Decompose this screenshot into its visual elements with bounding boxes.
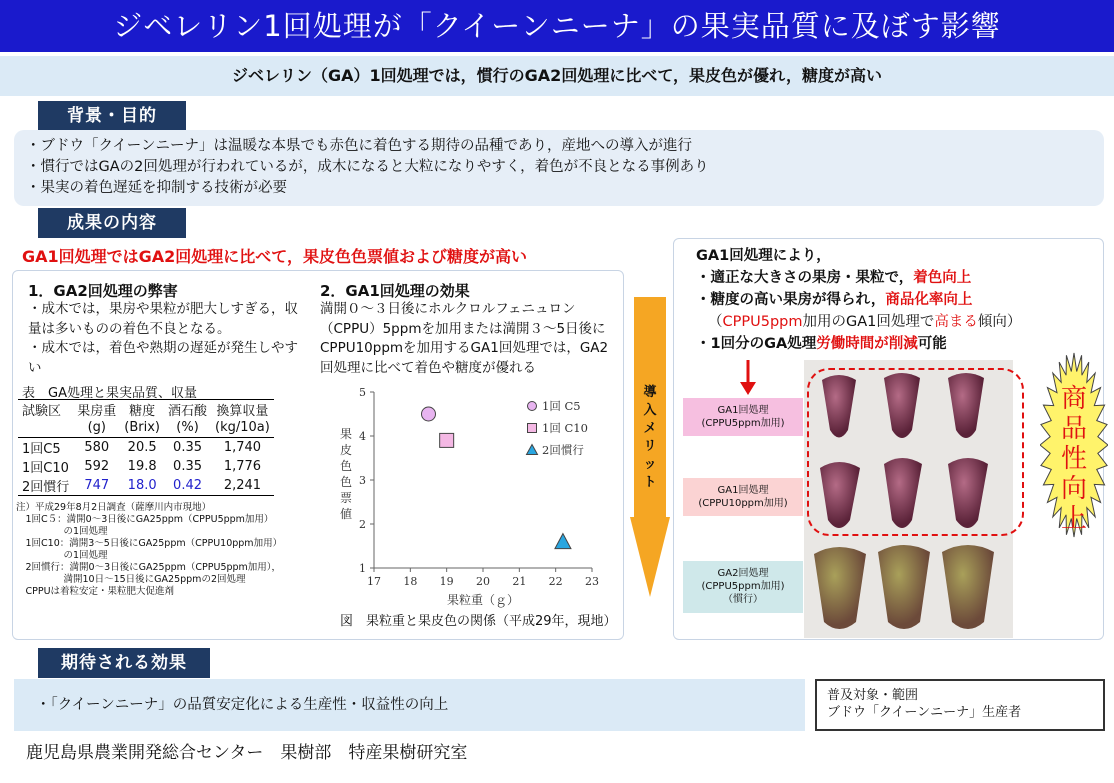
y-tick-label: 4 bbox=[359, 430, 366, 443]
legend-label: 1回 C5 bbox=[542, 399, 581, 413]
merit-text-span: 加用のGA1回処理で bbox=[802, 314, 935, 330]
results-table bbox=[18, 399, 274, 496]
merit-text-span: 傾向） bbox=[977, 314, 1022, 330]
table-row bbox=[18, 457, 274, 476]
page-title: ジベレリン1回処理が「クイーンニーナ」の果実品質に及ぼす影響 bbox=[0, 0, 1114, 52]
photo-label-line: GA2回処理 bbox=[717, 568, 769, 579]
expected-effect-box: ・「クイーンニーナ」の品質安定化による生産性・収益性の向上 bbox=[14, 679, 805, 731]
table-notes bbox=[16, 502, 316, 598]
merit-highlight: CPPU5ppm bbox=[722, 314, 803, 330]
merit-line bbox=[696, 289, 1021, 311]
background-section-label: 背景・目的 bbox=[38, 101, 186, 131]
table-header: 換算収量 bbox=[216, 404, 269, 419]
results-headline: GA1回処理ではGA2回処理に比べて，果皮色色票値および糖度が高い bbox=[22, 247, 527, 266]
background-item: ・果実の着色遅延を抑制する技術が必要 bbox=[26, 180, 287, 196]
merit-highlight: 高まる bbox=[934, 314, 978, 330]
figure-caption: 図 果粒重と果皮色の関係（平成29年，現地） bbox=[340, 614, 617, 629]
y-tick-label: 3 bbox=[359, 474, 366, 487]
table-cell: 592 bbox=[84, 458, 110, 474]
photo-label-c5 bbox=[683, 398, 803, 436]
note-line: CPPUは着粒安定・果粒肥大促進剤 bbox=[16, 586, 175, 597]
table-unit bbox=[18, 419, 73, 437]
merit-text-span: （ bbox=[708, 314, 723, 330]
section2-text: 満開０～３日後にホルクロルフェニュロン（CPPU）5ppmを加用または満開３～5日後にCPPU10ppmを加用するGA1回処理では，GA2回処理に比べて着色や糖度が優れる bbox=[320, 301, 609, 376]
table-cell: 0.42 bbox=[173, 477, 202, 493]
note-line: の1回処理 bbox=[16, 550, 108, 561]
note-line: 1回C５：満開0～3日後にGA25ppm（CPPU5ppm加用） bbox=[16, 514, 274, 525]
arrow-label: 導入メリット bbox=[643, 385, 657, 490]
down-arrow-icon bbox=[738, 360, 758, 396]
table-header: 酒石酸 bbox=[168, 404, 208, 419]
note-line: の1回処理 bbox=[16, 526, 108, 537]
target-line: ブドウ「クイーンニーナ」生産者 bbox=[827, 705, 1022, 720]
table-caption: 表 GA処理と果実品質、収量 bbox=[22, 386, 197, 401]
table-cell: 0.35 bbox=[173, 439, 202, 455]
table-cell: 19.8 bbox=[127, 458, 157, 474]
merit-text-span: ・糖度の高い果房が得られ， bbox=[696, 292, 886, 308]
merit-highlight: 着色向上 bbox=[913, 270, 972, 286]
page-subtitle: ジベレリン（GA）1回処理では，慣行のGA2回処理に比べて，果皮色が優れ，糖度が高い bbox=[0, 56, 1114, 96]
table-header: 試験区 bbox=[22, 404, 62, 419]
legend-label: 1回 C10 bbox=[542, 421, 588, 435]
table-unit: (Brix) bbox=[124, 420, 161, 436]
section1-title: 1．GA2回処理の弊害 bbox=[28, 282, 178, 300]
section1-text2: ・成木では，着色や熟期の遅延が発生しやすい bbox=[28, 340, 298, 376]
section1-text1: ・成木では，果房や果粒が肥大しすぎる，収量は多いものの着色不良となる。 bbox=[28, 301, 298, 337]
x-tick-label: 23 bbox=[585, 575, 599, 588]
merit-line bbox=[696, 311, 1021, 333]
table-cell: 1回C5 bbox=[22, 441, 61, 457]
table-cell: 747 bbox=[84, 477, 110, 493]
y-tick-label: 2 bbox=[359, 518, 366, 531]
data-point bbox=[440, 433, 454, 447]
burst-text: 商品性向上 bbox=[1060, 384, 1087, 534]
photo-label-line: （慣行） bbox=[723, 594, 763, 605]
note-line: 注）平成29年8月2日調査（薩摩川内市現地） bbox=[16, 502, 212, 513]
legend-marker bbox=[527, 445, 538, 455]
merit-text-span: ・1回分のGA処理 bbox=[696, 336, 817, 352]
table-unit: (%) bbox=[176, 420, 199, 436]
footer-organization: 鹿児島県農業開発総合センター 果樹部 特産果樹研究室 bbox=[26, 743, 468, 763]
table-row bbox=[18, 476, 274, 496]
table-cell: 1,776 bbox=[223, 458, 262, 474]
photo-label-line: (CPPU5ppm加用) bbox=[701, 581, 785, 592]
photo-label-line: GA1回処理 bbox=[717, 485, 769, 496]
x-tick-label: 18 bbox=[403, 575, 418, 588]
table-cell: 580 bbox=[84, 439, 110, 455]
expected-section-label: 期待される効果 bbox=[38, 648, 210, 678]
y-tick-label: 1 bbox=[359, 562, 366, 575]
scatter-chart bbox=[330, 380, 620, 612]
merit-highlight: 労働時間が削減 bbox=[816, 336, 918, 352]
legend-marker bbox=[528, 424, 537, 433]
photo-label-line: GA1回処理 bbox=[717, 405, 769, 416]
table-cell: 20.5 bbox=[127, 439, 157, 455]
grape-bunch-row-3 bbox=[814, 545, 994, 629]
results-section-label: 成果の内容 bbox=[38, 208, 186, 238]
x-tick-label: 21 bbox=[512, 575, 527, 588]
background-item: ・慣行ではGAの2回処理が行われているが，成木になると大粒になりやすく，着色が不良となる事例あり bbox=[26, 159, 709, 175]
x-tick-label: 22 bbox=[548, 575, 563, 588]
data-point bbox=[422, 407, 436, 421]
table-cell: 0.35 bbox=[173, 458, 202, 474]
x-tick-label: 17 bbox=[367, 575, 381, 588]
table-cell: 2回慣行 bbox=[22, 479, 70, 495]
legend-label: 2回慣行 bbox=[542, 443, 584, 457]
merit-highlight: 商品化率向上 bbox=[885, 292, 973, 308]
table-cell: 2,241 bbox=[223, 477, 262, 493]
target-line: 普及対象・範囲 bbox=[827, 688, 919, 703]
merit-text-span: ・適正な大きさの果房・果粒で， bbox=[696, 270, 914, 286]
table-cell: 1回C10 bbox=[22, 460, 69, 476]
note-line: 1回C10：満開3～5日後にGA25ppm（CPPU10ppm加用） bbox=[16, 538, 283, 549]
note-line: 満開10日～15日後にGA25ppmの2回処理 bbox=[16, 574, 246, 585]
y-tick-label: 5 bbox=[359, 386, 366, 399]
legend-marker bbox=[528, 402, 537, 411]
x-tick-label: 20 bbox=[476, 575, 490, 588]
table-header: 糖度 bbox=[129, 404, 156, 419]
photo-label-line: (CPPU5ppm加用) bbox=[701, 418, 785, 429]
merit-line bbox=[696, 333, 1021, 355]
table-cell: 1,740 bbox=[223, 439, 262, 455]
merit-text-span: 可能 bbox=[917, 336, 947, 352]
merit-line: GA1回処理により， bbox=[696, 248, 831, 264]
photo-label-c10 bbox=[683, 478, 803, 516]
merit-line bbox=[696, 267, 1021, 289]
x-axis-label: 果粒重（ｇ） bbox=[446, 593, 520, 607]
table-header: 果房重 bbox=[77, 404, 117, 419]
data-point bbox=[555, 534, 571, 549]
target-box bbox=[815, 679, 1105, 731]
table-unit: (g) bbox=[87, 420, 106, 436]
merit-text bbox=[696, 245, 1021, 355]
table-row bbox=[18, 437, 274, 457]
photo-label-line: (CPPU10ppm加用) bbox=[698, 498, 788, 509]
background-box bbox=[14, 130, 1104, 206]
highlight-dashed-box bbox=[807, 368, 1024, 536]
y-axis-label: 果皮色色票値 bbox=[339, 427, 353, 521]
table-unit: (kg/10a) bbox=[215, 420, 270, 436]
note-line: 2回慣行：満開0～3日後にGA25ppm（CPPU5ppm加用）， bbox=[16, 562, 282, 573]
table-cell: 18.0 bbox=[127, 477, 157, 493]
section2-title: 2．GA1回処理の効果 bbox=[320, 282, 470, 300]
x-tick-label: 19 bbox=[439, 575, 454, 588]
photo-label-conventional bbox=[683, 561, 803, 613]
background-item: ・ブドウ「クイーンニーナ」は温暖な本県でも赤色に着色する期待の品種であり，産地への導入が進行 bbox=[26, 138, 692, 154]
